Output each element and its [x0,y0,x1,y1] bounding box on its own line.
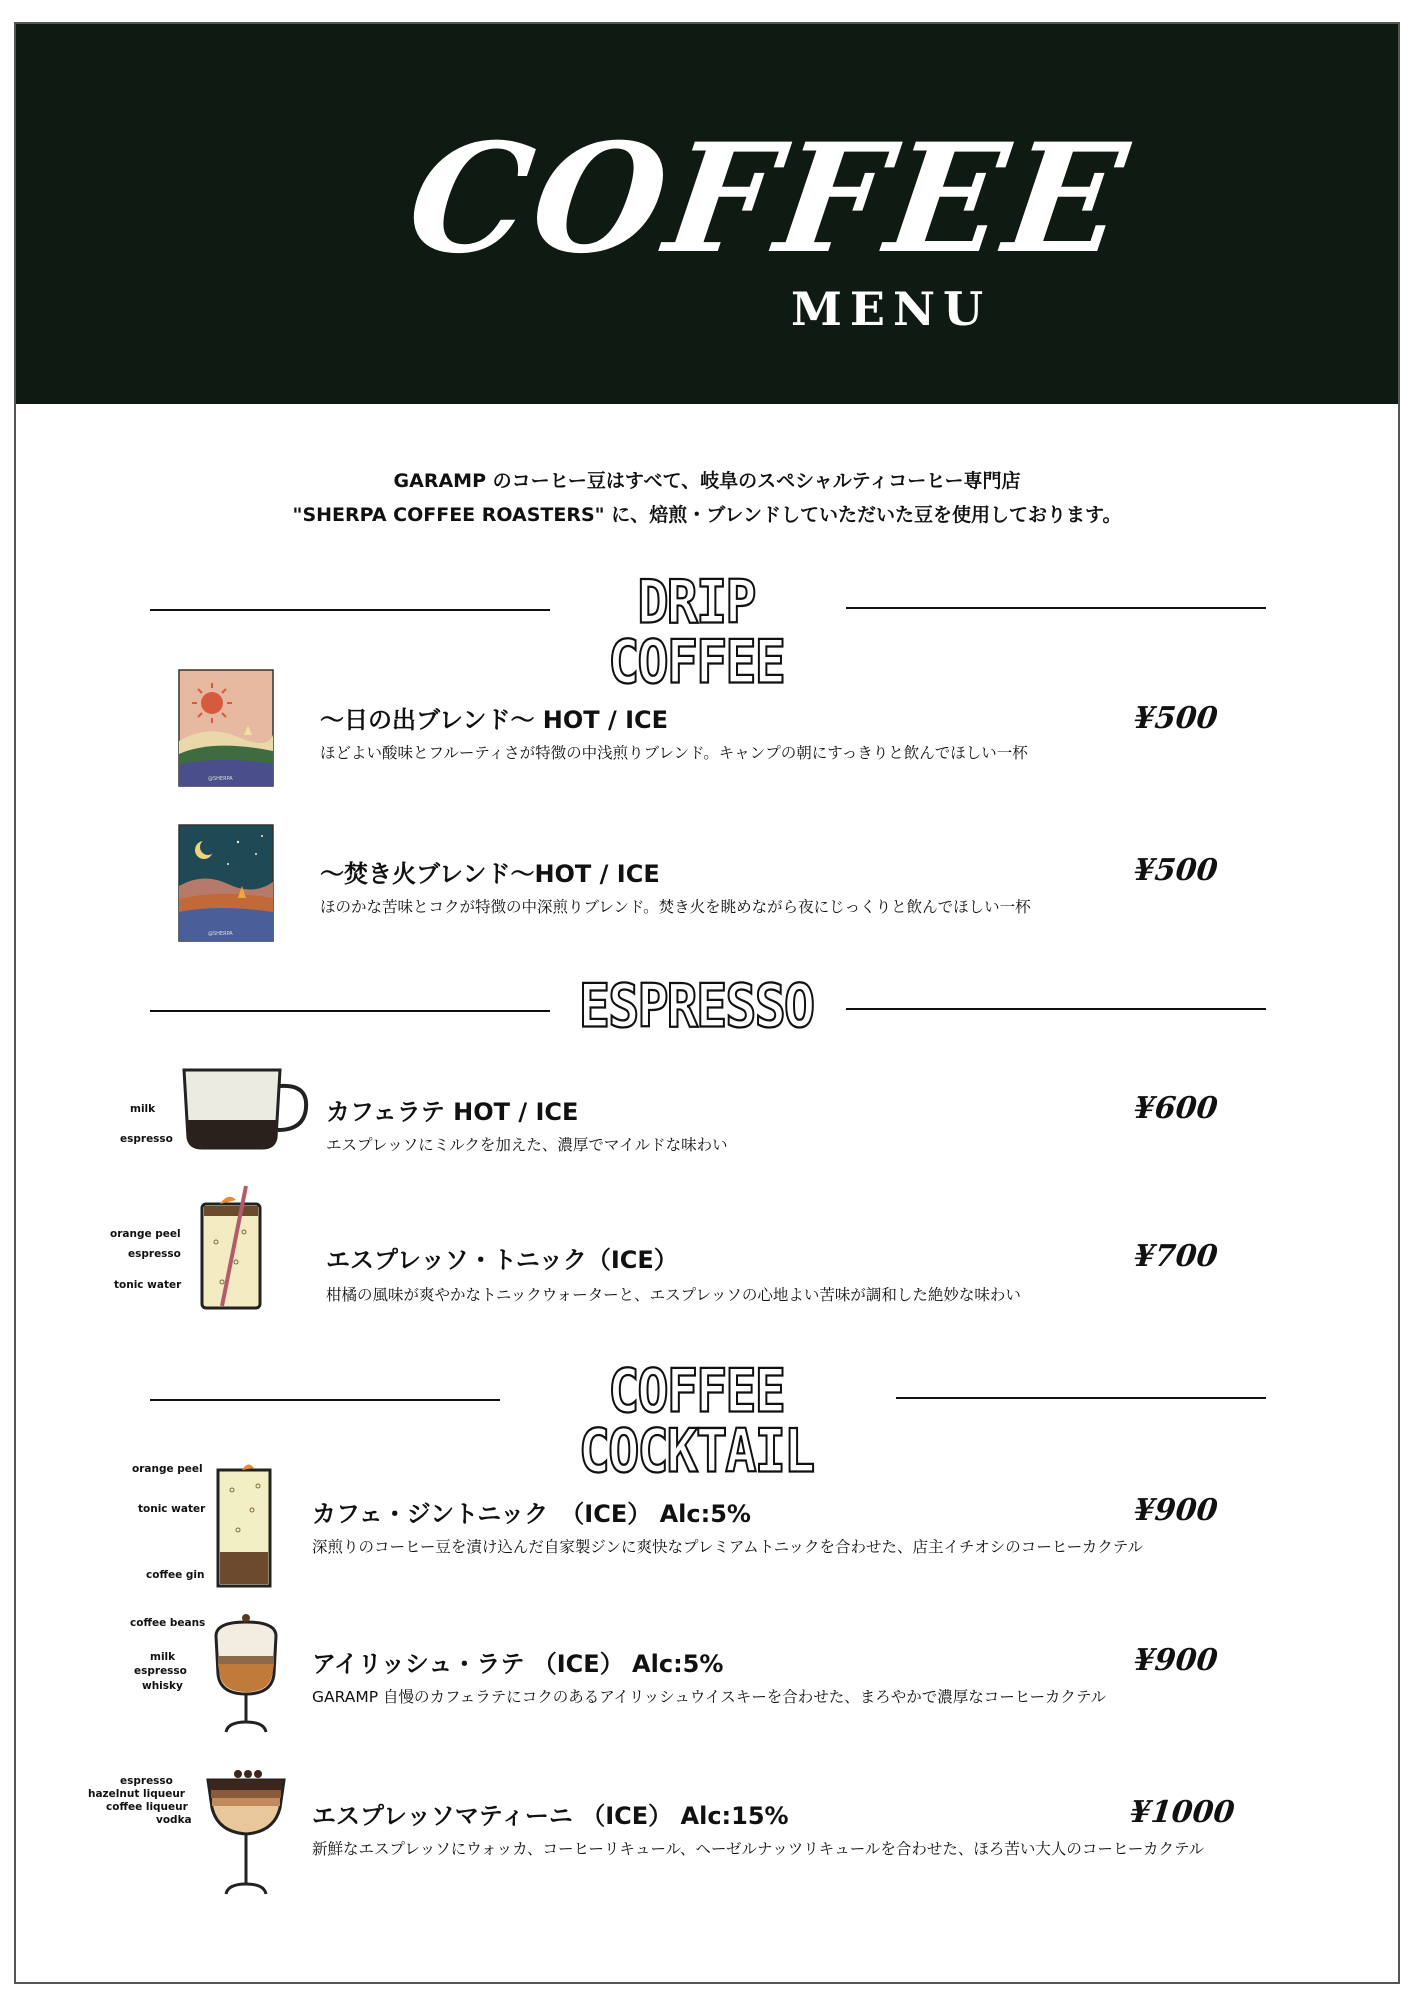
menu-header [16,24,1398,404]
divider-line [846,1008,1266,1010]
item-description: ほどよい酸味とフルーティさが特徴の中浅煎りブレンド。キャンプの朝にすっきりと飲んでほしい一杯 [320,744,1028,762]
section-title-espresso: ESPRESSO [578,972,814,1042]
item-name: カフェラテ HOT / ICE [326,1098,579,1126]
intro-line-2: "SHERPA COFFEE ROASTERS" に、焙煎・ブレンドしていただいた豆を使用しております。 [292,504,1122,526]
ingredient-label: coffee beans [130,1617,206,1629]
divider-line [150,1399,500,1401]
gin-tonic-glass-icon [212,1460,278,1590]
item-description: 深煎りのコーヒー豆を漬け込んだ自家製ジンに爽快なプレミアムトニックを合わせた、店主イチオシのコーヒーカクテル [312,1538,1144,1556]
item-price: ¥900 [1132,1493,1220,1528]
ingredient-label: whisky [142,1680,183,1692]
item-description: GARAMP 自慢のカフェラテにコクのあるアイリッシュウイスキーを合わせた、まろやかで濃厚なコーヒーカクテル [312,1688,1107,1706]
item-description: ほのかな苦味とコクが特徴の中深煎りブレンド。焚き火を眺めながら夜にじっくりと飲んでほしい一杯 [320,898,1031,916]
campfire-illustration [178,824,274,942]
item-name: エスプレッソ・トニック（ICE） [326,1246,678,1274]
ingredient-label: espresso [120,1133,173,1145]
item-name: ～焚き火ブレンド～HOT / ICE [320,860,660,888]
menu-title: COFFEE [398,111,1140,287]
menu-subtitle: MENU [791,282,992,336]
svg-text:@SHERPA: @SHERPA [208,931,233,937]
menu-page [14,22,1400,1984]
section-title-cocktail: COFFEE COCKTAIL [578,1357,814,1487]
item-price: ¥600 [1132,1091,1220,1126]
divider-line [150,609,550,611]
ingredient-label: espresso [128,1248,181,1260]
divider-line [846,607,1266,609]
item-price: ¥500 [1132,701,1220,736]
item-price: ¥700 [1132,1239,1220,1274]
ingredient-label: milk [150,1651,176,1663]
ingredient-label: hazelnut liqueur [88,1788,185,1800]
ingredient-label: orange peel [132,1463,203,1475]
item-price: ¥1000 [1128,1795,1237,1830]
latte-cup-icon [176,1064,316,1154]
intro-line-1: GARAMP のコーヒー豆はすべて、岐阜のスペシャルティコーヒー専門店 [393,470,1021,492]
espresso-tonic-glass-icon [192,1182,272,1312]
divider-line [896,1397,1266,1399]
ingredient-label: coffee gin [146,1569,205,1581]
sunrise-illustration [178,669,274,787]
item-description: 新鮮なエスプレッソにウォッカ、コーヒーリキュール、ヘーゼルナッツリキュールを合わせた、ほろ苦い大人のコーヒーカクテル [312,1840,1205,1858]
item-price: ¥500 [1132,853,1220,888]
ingredient-label: orange peel [110,1228,181,1240]
item-name: エスプレッソマティーニ （ICE） Alc:15% [312,1802,789,1830]
item-name: ～日の出ブレンド～ HOT / ICE [320,706,669,734]
espresso-martini-glass-icon [204,1762,288,1902]
item-name: アイリッシュ・ラテ （ICE） Alc:5% [312,1650,724,1678]
ingredient-label: milk [130,1103,156,1115]
ingredient-label: espresso [120,1775,173,1787]
ingredient-label: coffee liqueur [106,1801,188,1813]
item-price: ¥900 [1132,1643,1220,1678]
ingredient-label: tonic water [114,1279,182,1291]
item-description: エスプレッソにミルクを加えた、濃厚でマイルドな味わい [326,1136,728,1154]
irish-latte-glass-icon [206,1614,286,1744]
item-name: カフェ・ジントニック （ICE） Alc:5% [312,1500,751,1528]
ingredient-label: espresso [134,1665,187,1677]
item-description: 柑橘の風味が爽やかなトニックウォーターと、エスプレッソの心地よい苦味が調和した絶妙な味わい [326,1286,1021,1304]
svg-text:@SHERPA: @SHERPA [208,776,233,782]
divider-line [150,1010,550,1012]
section-title-drip: DRIP COFFEE [608,568,784,698]
ingredient-label: tonic water [138,1503,206,1515]
ingredient-label: vodka [156,1814,192,1826]
